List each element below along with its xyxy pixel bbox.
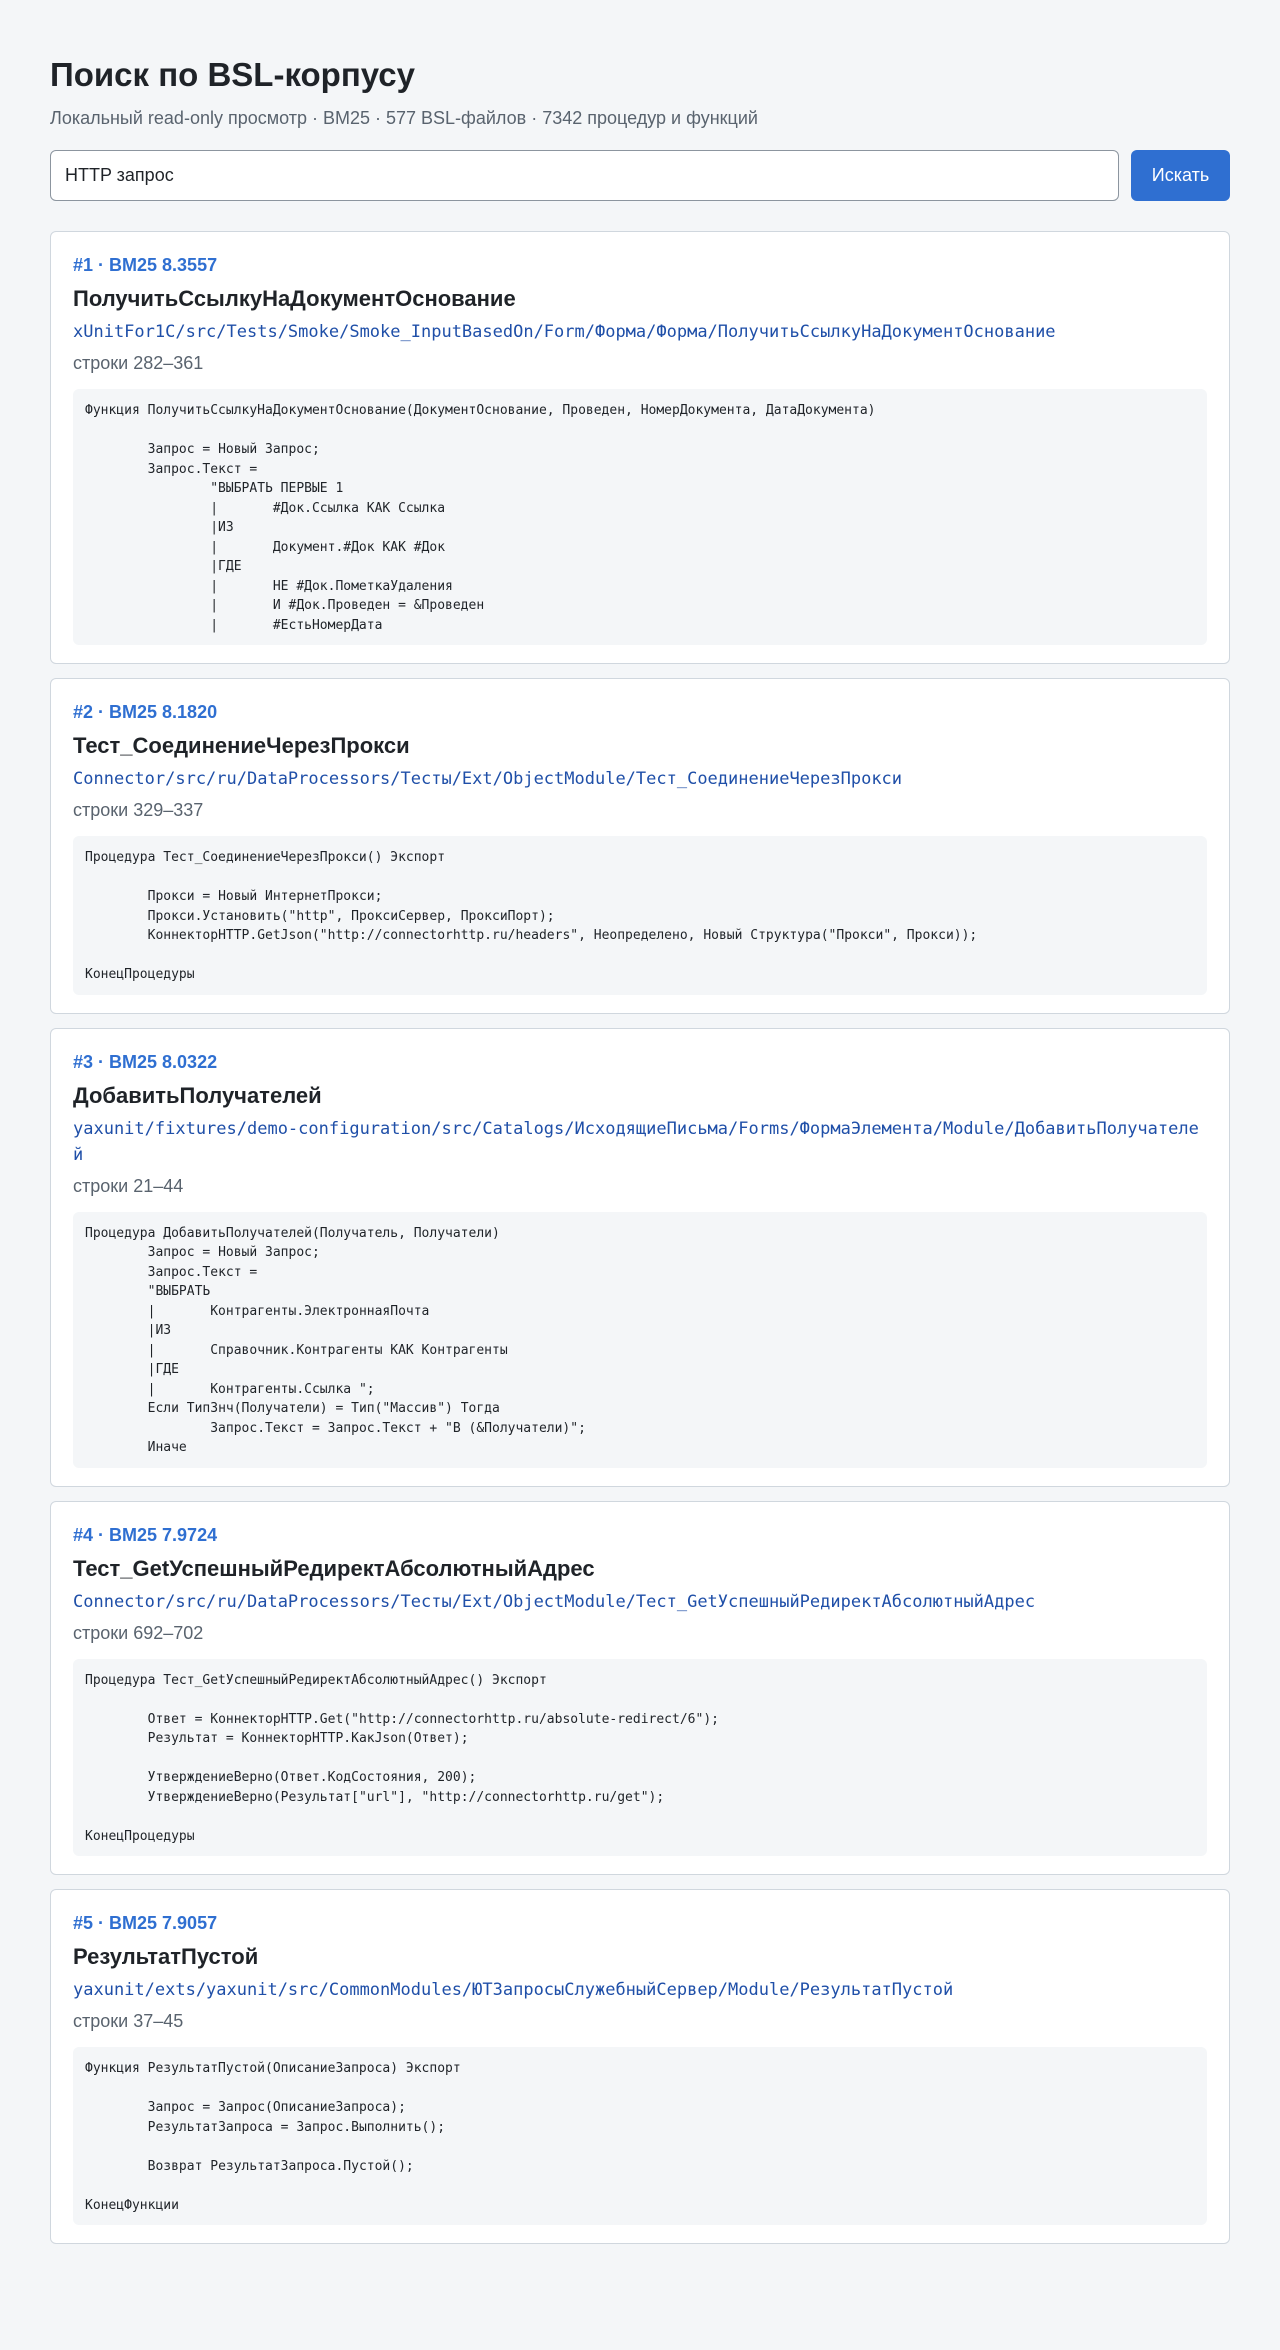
result-lines: строки 37–45 [73, 2011, 184, 2031]
result-path: Connector/src/ru/DataProcessors/Тесты/Ext/ObjectModule/Тест_GetУспешныйРедиректАбсолютныйАдрес [73, 1591, 1036, 1612]
page-title: Поиск по BSL-корпусу [50, 56, 416, 93]
result-card [50, 1889, 1230, 2244]
search-input[interactable] [50, 150, 1119, 201]
result-card [50, 1028, 1230, 1487]
result-procedure-name: ПолучитьСсылкуНаДокументОснование [73, 286, 516, 311]
result-code-snippet: Функция ПолучитьСсылкуНаДокументОснование(ДокументОснование, Проведен, НомерДокумента, ДатаДокумента) Запрос = Новый Запрос; Запрос.Текст = "ВЫБРАТЬ ПЕРВЫЕ 1 | #Док.Ссылка КАК Ссылка |ИЗ | Документ.#Док КАК #Док |ГДЕ | НЕ #Док.ПометкаУдаления | И #Док.Проведен = &Проведен | #ЕстьНомерДата [73, 389, 1207, 645]
result-rank: #2 · BM25 8.1820 [73, 702, 218, 722]
result-lines: строки 282–361 [73, 353, 204, 373]
result-procedure-name: РезультатПустой [73, 1944, 259, 1969]
result-lines: строки 329–337 [73, 800, 204, 820]
result-card [50, 678, 1230, 1014]
result-rank: #4 · BM25 7.9724 [73, 1524, 218, 1545]
result-rank: #3 · BM25 8.0322 [73, 1051, 218, 1072]
result-code-snippet: Процедура ДобавитьПолучателей(Получатель, Получатели) Запрос = Новый Запрос; Запрос.Текст = "ВЫБРАТЬ | Контрагенты.ЭлектроннаяПочта |ИЗ | Справочник.Контрагенты КАК Контрагенты |ГДЕ | Контрагенты.Ссылка "; Если ТипЗнч(Получатели) = Тип("Массив") Тогда Запрос.Текст = Запрос.Текст + "В (&Получатели)"; Иначе [73, 1212, 1207, 1468]
result-card [50, 1501, 1230, 1876]
search-bar [50, 150, 1230, 201]
result-code-snippet: Функция РезультатПустой(ОписаниеЗапроса) Экспорт Запрос = Запрос(ОписаниеЗапроса); РезультатЗапроса = Запрос.Выполнить(); Возврат РезультатЗапроса.Пустой(); КонецФункции [73, 2047, 1207, 2225]
result-code-snippet: Процедура Тест_СоединениеЧерезПрокси() Экспорт Прокси = Новый ИнтернетПрокси; Прокси.Установить("http", ПроксиСервер, ПроксиПорт); КоннекторHTTP.GetJson("http://connectorhttp.ru/headers", Неопределено, Новый Структура("Прокси", Прокси)); КонецПроцедуры [73, 836, 1207, 995]
result-rank: #1 · BM25 8.3557 [73, 255, 218, 275]
result-path: yaxunit/fixtures/demo-configuration/src/Catalogs/ИсходящиеПисьма/Forms/ФормаЭлемента/Module/ДобавитьПолучателей [73, 1118, 1199, 1165]
result-path: Connector/src/ru/DataProcessors/Тесты/Ext/ObjectModule/Тест_СоединениеЧерезПрокси [73, 769, 903, 789]
result-procedure-name: ДобавитьПолучателей [73, 1082, 322, 1108]
result-code-snippet: Процедура Тест_GetУспешныйРедиректАбсолютныйАдрес() Экспорт Ответ = КоннекторHTTP.Get("http://connectorhttp.ru/absolute-redirect/6"); Результат = КоннекторHTTP.КакJson(Ответ); УтверждениеВерно(Ответ.КодСостояния, 200); УтверждениеВерно(Результат["url"], "http://connectorhttp.ru/get"); КонецПроцедуры [73, 1659, 1207, 1857]
search-button[interactable]: Искать [1131, 150, 1230, 201]
result-procedure-name: Тест_СоединениеЧерезПрокси [73, 733, 410, 758]
result-path: xUnitFor1C/src/Tests/Smoke/Smoke_InputBasedOn/Form/Форма/Форма/ПолучитьСсылкуНаДокументОснование [73, 322, 1056, 342]
page-subtitle: Локальный read-only просмотр · BM25 · 577 BSL-файлов · 7342 процедур и функций [50, 108, 758, 128]
result-path: yaxunit/exts/yaxunit/src/CommonModules/ЮТЗапросыСлужебныйСервер/Module/РезультатПустой [73, 1980, 954, 2000]
result-lines: строки 692–702 [73, 1622, 204, 1643]
result-lines: строки 21–44 [73, 1175, 184, 1196]
result-rank: #5 · BM25 7.9057 [73, 1913, 218, 1933]
results-list [50, 231, 1230, 2244]
result-procedure-name: Тест_GetУспешныйРедиректАбсолютныйАдрес [73, 1555, 595, 1581]
result-card [50, 231, 1230, 664]
